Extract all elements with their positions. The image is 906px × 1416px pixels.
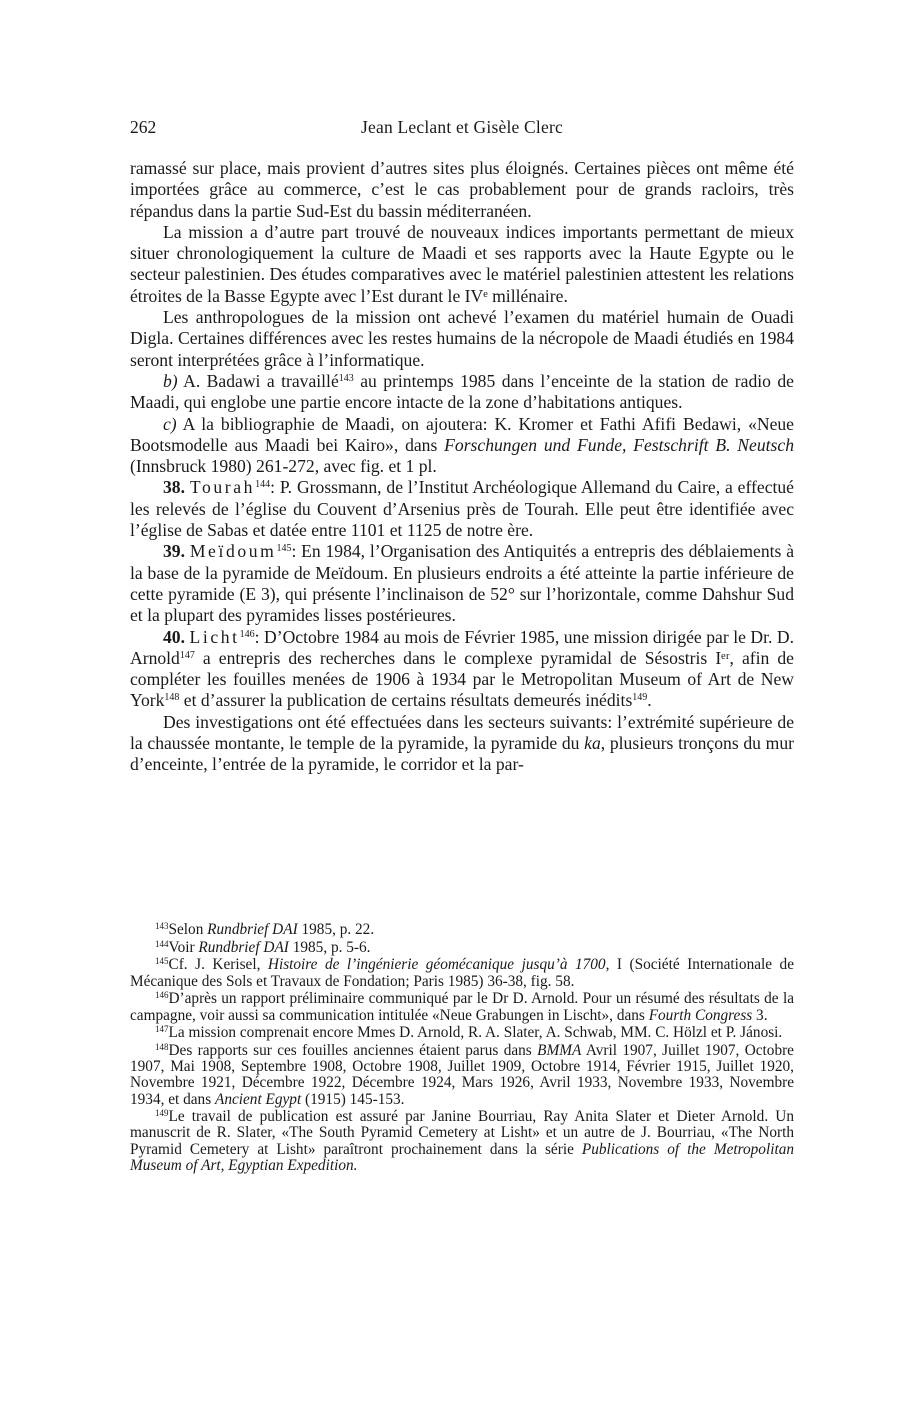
footnote-number: 149 bbox=[155, 1108, 169, 1119]
text-run: Des investigations ont été effectuées dans les secteurs suivants: l’extrémité supérieure de la chaussée montante, le temple de la pyramide, la pyramide du bbox=[130, 711, 794, 754]
text-run: I (Société Internationale de Mécanique des Sols et Travaux de Fondation; Paris 1985) 36-38, fig. 58. bbox=[130, 956, 794, 990]
footnote-number: 145 bbox=[155, 956, 169, 967]
running-head: Jean Leclant et Gisèle Clerc bbox=[361, 117, 563, 137]
footnote-143 bbox=[130, 922, 794, 938]
text-run: . bbox=[647, 690, 652, 711]
text-run: , plusieurs tronçons du mur d’enceinte, l’entrée de la pyramide, le corridor et la par- bbox=[130, 733, 795, 775]
citation-title: Histoire de l’ingénierie géomécanique jusqu’à 1700, bbox=[267, 956, 610, 974]
page-header bbox=[130, 117, 794, 141]
text-run: : D’Octobre 1984 au mois de Février 1985, une mission dirigée par le Dr. D. Arnold bbox=[130, 626, 794, 668]
footnotes bbox=[130, 922, 794, 1176]
section-40 bbox=[130, 627, 794, 712]
citation-title: Publications of the Metropolitan Museum of Art, Egyptian Expedition. bbox=[130, 1140, 794, 1174]
footnote-number: 144 bbox=[155, 938, 169, 949]
footnote-ref[interactable]: 145 bbox=[276, 543, 292, 555]
footnote-147 bbox=[130, 1025, 794, 1041]
footnote-ref[interactable]: 147 bbox=[179, 649, 195, 661]
text-run: Voir bbox=[168, 938, 199, 956]
paragraph-b bbox=[130, 371, 794, 414]
footnote-number: 147 bbox=[155, 1024, 169, 1035]
item-label: b) bbox=[163, 370, 178, 391]
site-name: Licht bbox=[189, 626, 240, 647]
footnote-ref[interactable]: 148 bbox=[164, 692, 180, 704]
text-run: A la bibliographie de Maadi, on ajoutera: K. Kromer et Fathi Afifi Bedawi, «Neue Bootsmodelle aus Maadi bei Kairo», dans bbox=[130, 413, 794, 455]
text-run: : P. Grossmann, de l’Institut Archéologique Allemand du Caire, a effectué les relevés de l’église du Couvent d’Arsenius près de Tourah. Elle peut être identifiée avec l’église de Sabas et datée entre 1101 et 1125 de notre ère. bbox=[130, 477, 794, 541]
footnote-ref[interactable]: 144 bbox=[255, 479, 271, 491]
citation-title: Fourth Congress bbox=[648, 1006, 753, 1024]
footnote-ref[interactable]: 146 bbox=[239, 628, 255, 640]
text-run: D’après un rapport préliminaire communiqué par le Dr D. Arnold. Pour un résumé des résultats de la campagne, voir aussi sa communication intitulée «Neue Grabungen in Lischt», dans bbox=[130, 990, 794, 1024]
section-38 bbox=[130, 477, 794, 541]
text-run: 1985, p. 22. bbox=[297, 921, 375, 938]
section-39 bbox=[130, 541, 794, 626]
citation-title: BMMA bbox=[537, 1041, 582, 1059]
footnote-146 bbox=[130, 991, 794, 1023]
citation-title: Ancient Egypt bbox=[214, 1090, 302, 1108]
text-run: A. Badawi a travaillé bbox=[177, 370, 339, 391]
italic-term: ka bbox=[584, 733, 601, 754]
text-run: Cf. J. Kerisel, bbox=[168, 956, 268, 974]
text-run: (1915) 145-153. bbox=[301, 1090, 405, 1108]
section-number: 38. bbox=[163, 477, 185, 498]
citation-title: Rundbrief DAI bbox=[207, 921, 298, 938]
text-run: Avril 1907, Juillet 1907, Octobre 1907, Mai 1908, Septembre 1908, Octobre 1908, Juillet 1909, Octobre 1914, Février 1915, Juillet 1920, Novembre 1921, Décembre 1922, Décembre 1924, Mars 1926, Avril 1933, Novembre 1933, Novembre 1934, et dans bbox=[130, 1041, 794, 1108]
text-run: (Innsbruck 1980) 261-272, avec fig. et 1 pl. bbox=[130, 456, 437, 477]
footnote-number: 146 bbox=[155, 990, 169, 1001]
paragraph: La mission a d’autre part trouvé de nouveaux indices importants permettant de mieux situer chronologiquement la culture de Maadi et ses rapports avec la Haute Egypte ou le secteur palestinien. Des études comparatives avec le matériel palestinien attestent les relations étroites de la Basse Egypte avec l’Est durant le IVᵉ millénaire. bbox=[130, 221, 794, 306]
text-run: : En 1984, l’Organisation des Antiquités a entrepris des déblaiements à la base de la pyramide de Meïdoum. En plusieurs endroits a été atteinte la partie inférieure de cette pyramide (E 3), qui présente l’inclinaison de 52° sur l’horizontale, comme Dahshur Sud et la plupart des pyramides lisses postérieures. bbox=[130, 541, 795, 626]
citation-title: Forschungen und Funde, Festschrift B. Neutsch bbox=[444, 434, 794, 455]
section-number: 39. bbox=[163, 541, 185, 562]
text-run: 1985, p. 5-6. bbox=[288, 938, 371, 956]
footnote-144 bbox=[130, 940, 794, 956]
site-name: Tourah bbox=[189, 477, 256, 498]
text-run: a entrepris des recherches dans le complexe pyramidal de Sésostris Iᵉʳ, afin de compléter les fouilles menées de 1906 à 1934 par le Metropolitan Museum of Art de New York bbox=[130, 647, 794, 711]
text-run: La mission comprenait encore Mmes D. Arnold, R. A. Slater, A. Schwab, MM. C. Hölzl et P. Jánosi. bbox=[168, 1024, 783, 1042]
footnote-number: 143 bbox=[155, 921, 169, 931]
paragraph-c bbox=[130, 414, 794, 478]
paragraph bbox=[130, 712, 794, 776]
page-number: 262 bbox=[130, 117, 157, 137]
text-run: Le travail de publication est assuré par Janine Bourriau, Ray Anita Slater et Dieter Arnold. Un manuscrit de R. Slater, «The South Pyramid Cemetery at Lisht» et un autre de J. Bourriau, «The North Pyramid Cemetery at Lisht» paraîtront prochainement dans la série bbox=[130, 1108, 794, 1158]
item-label: c) bbox=[163, 413, 177, 434]
body-text bbox=[130, 158, 794, 776]
footnote-148 bbox=[130, 1043, 794, 1108]
footnote-145 bbox=[130, 957, 794, 989]
section-number: 40. bbox=[163, 626, 185, 647]
site-name: Meïdoum bbox=[189, 541, 277, 562]
text-run: et d’assurer la publication de certains résultats demeurés inédits bbox=[179, 690, 633, 711]
text-run: Selon bbox=[168, 921, 208, 938]
citation-title: Rundbrief DAI bbox=[198, 938, 289, 956]
footnote-149 bbox=[130, 1109, 794, 1174]
paragraph: ramassé sur place, mais provient d’autres sites plus éloignés. Certaines pièces ont même été importées grâce au commerce, c’est le cas probablement pour de grands racloirs, très répandus dans la partie Sud-Est du bassin méditerranéen. bbox=[130, 158, 794, 221]
footnote-ref[interactable]: 149 bbox=[632, 692, 648, 704]
footnote-ref[interactable]: 143 bbox=[338, 372, 354, 384]
text-run: au printemps 1985 dans l’enceinte de la station de radio de Maadi, qui englobe une partie encore intacte de la zone d’habitations antiques. bbox=[130, 370, 794, 413]
footnote-number: 148 bbox=[155, 1041, 169, 1052]
text-run: 3. bbox=[752, 1006, 768, 1024]
paragraph: Les anthropologues de la mission ont achevé l’examen du matériel humain de Ouadi Digla. Certaines différences avec les restes humains de la nécropole de Maadi étudiés en 1984 seront interprétées grâce à l’informatique. bbox=[130, 307, 794, 370]
text-run: Des rapports sur ces fouilles anciennes étaient parus dans bbox=[168, 1041, 538, 1059]
